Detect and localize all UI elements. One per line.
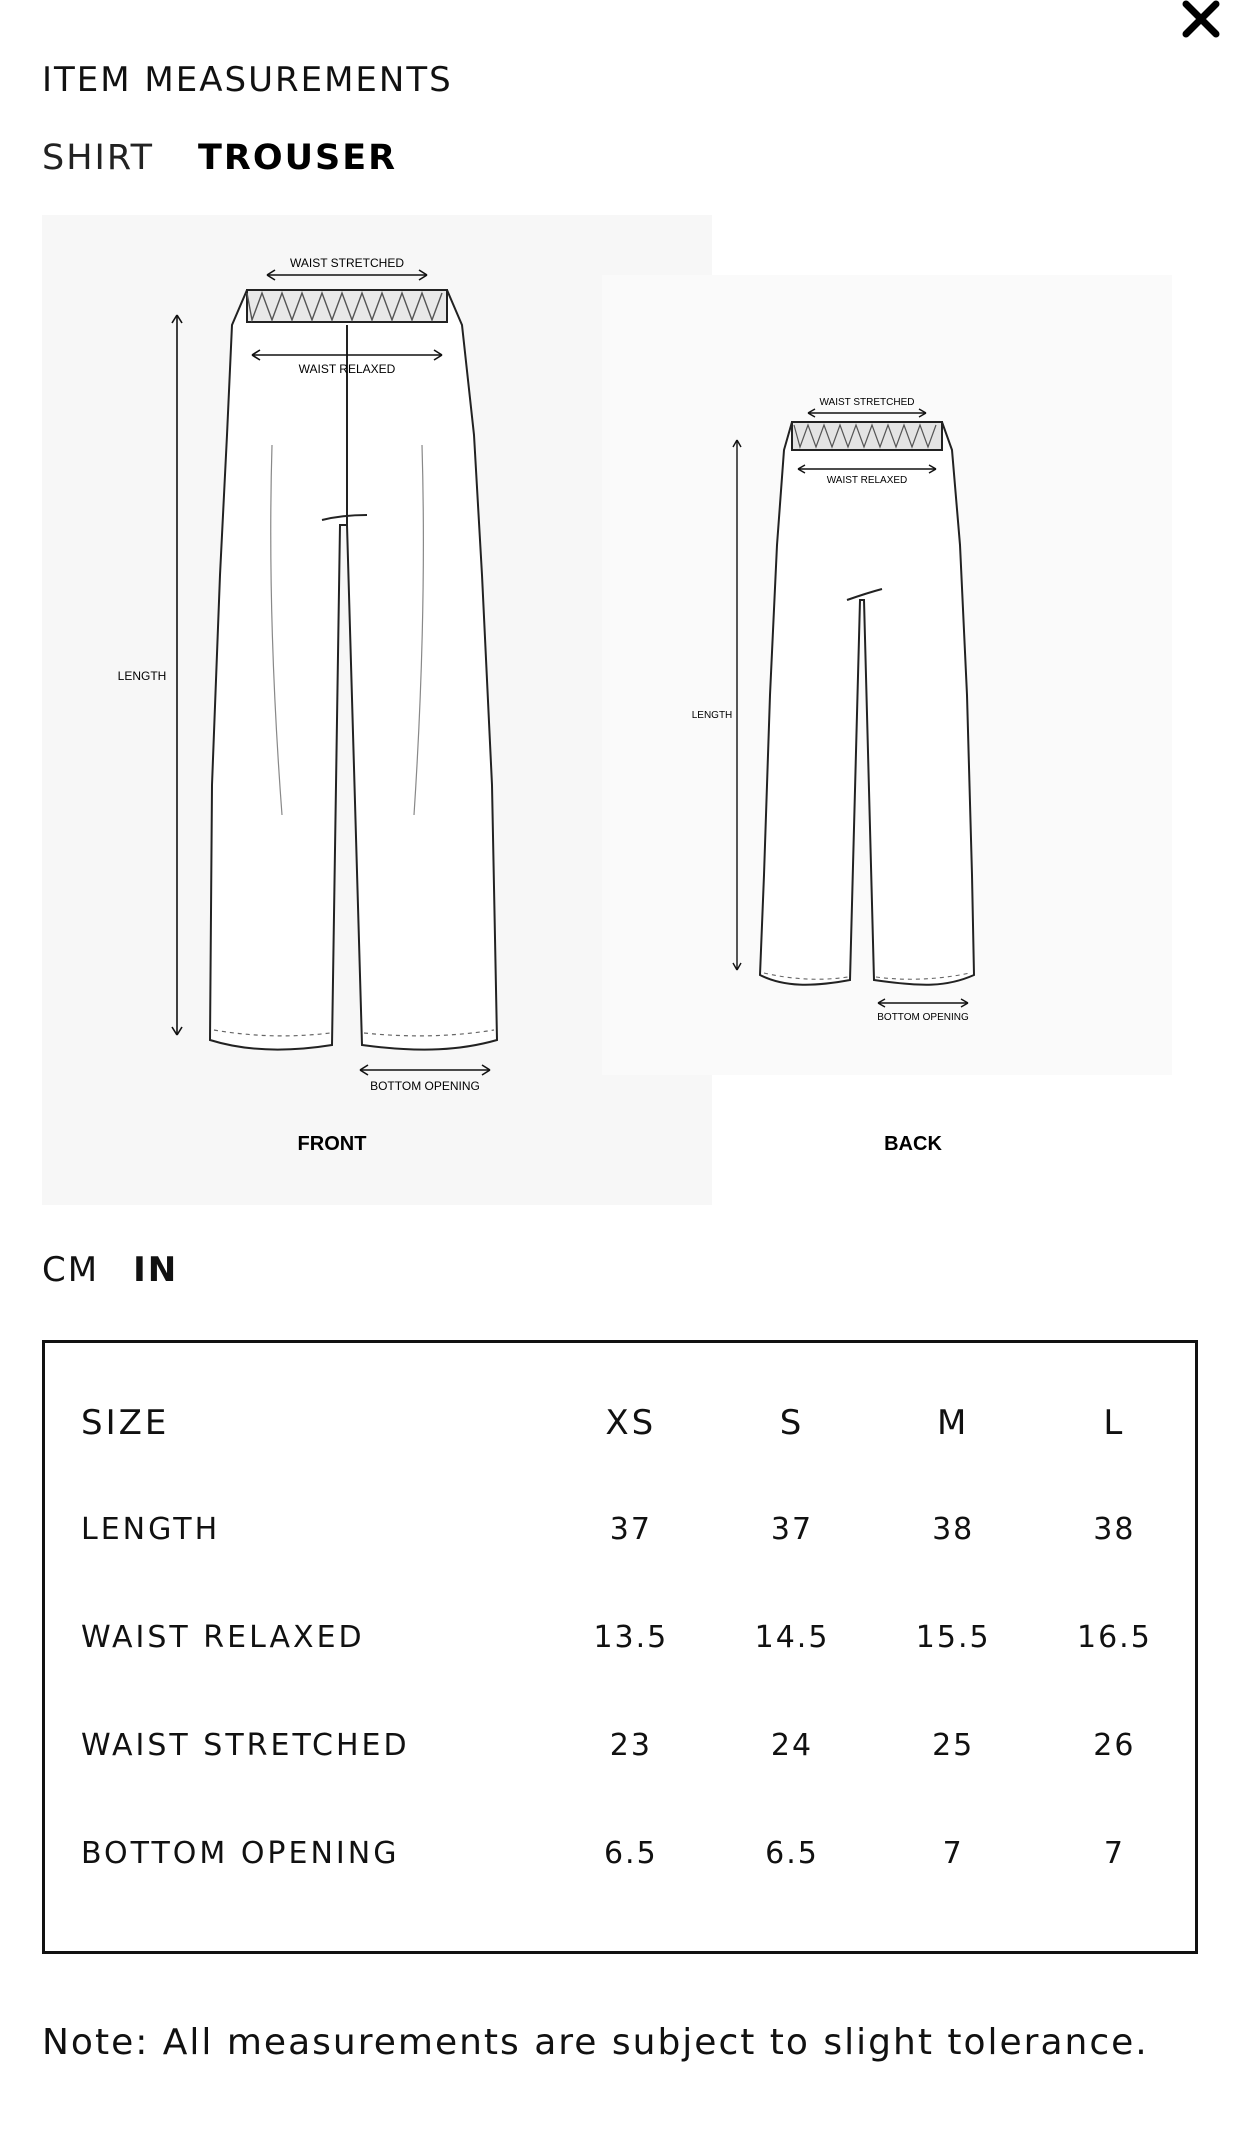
modal-title: ITEM MEASUREMENTS xyxy=(42,60,453,100)
row-label: LENGTH xyxy=(81,1511,221,1547)
table-cell: 24 xyxy=(770,1727,814,1763)
table-row xyxy=(81,1691,1195,1799)
tab-trouser[interactable]: TROUSER xyxy=(198,138,398,178)
front-caption: FRONT xyxy=(297,1133,367,1155)
header-size-s: S xyxy=(779,1403,805,1443)
table-cell: 14.5 xyxy=(754,1619,830,1655)
unit-cm[interactable]: CM xyxy=(42,1250,100,1290)
back-label-waist-stretched: WAIST STRETCHED xyxy=(819,397,915,408)
back-label-bottom-opening: BOTTOM OPENING xyxy=(877,1012,969,1023)
tolerance-note: Note: All measurements are subject to slight tolerance. xyxy=(42,2022,1149,2063)
size-table xyxy=(81,1393,1195,1907)
table-cell: 38 xyxy=(1093,1511,1136,1547)
table-header-row xyxy=(81,1393,1195,1475)
size-chart xyxy=(42,1340,1198,1954)
close-button[interactable] xyxy=(1174,0,1228,48)
table-cell: 6.5 xyxy=(603,1835,658,1871)
table-cell: 38 xyxy=(932,1511,975,1547)
table-cell: 15.5 xyxy=(915,1619,991,1655)
tab-shirt[interactable]: SHIRT xyxy=(42,138,155,178)
unit-in[interactable]: IN xyxy=(133,1250,179,1290)
table-cell: 26 xyxy=(1093,1727,1136,1763)
unit-toggle xyxy=(42,1250,178,1290)
back-label-length: LENGTH xyxy=(691,710,733,721)
header-size-xs: XS xyxy=(605,1403,657,1443)
table-row xyxy=(81,1475,1195,1583)
garment-tabs xyxy=(42,138,397,178)
table-cell: 25 xyxy=(932,1727,975,1763)
trouser-diagram-svg xyxy=(42,215,1192,1205)
front-label-waist-relaxed: WAIST RELAXED xyxy=(298,362,396,376)
table-row xyxy=(81,1799,1195,1907)
header-size-l: L xyxy=(1103,1403,1126,1443)
table-cell: 23 xyxy=(609,1727,652,1763)
table-cell: 6.5 xyxy=(765,1835,819,1871)
front-label-bottom-opening: BOTTOM OPENING xyxy=(370,1079,480,1093)
table-cell: 13.5 xyxy=(593,1619,669,1655)
table-cell: 7 xyxy=(1103,1835,1125,1871)
table-cell: 37 xyxy=(609,1511,652,1547)
header-size-m: M xyxy=(937,1403,970,1443)
front-label-waist-stretched: WAIST STRETCHED xyxy=(289,256,405,270)
header-size: SIZE xyxy=(81,1403,170,1443)
close-icon xyxy=(1174,0,1228,48)
back-caption: BACK xyxy=(884,1133,942,1155)
row-label: BOTTOM OPENING xyxy=(81,1835,400,1871)
back-label-waist-relaxed: WAIST RELAXED xyxy=(826,475,908,486)
row-label: WAIST STRETCHED xyxy=(81,1727,410,1763)
row-label: WAIST RELAXED xyxy=(81,1619,365,1655)
table-cell: 16.5 xyxy=(1076,1619,1152,1655)
table-cell: 7 xyxy=(942,1835,964,1871)
table-cell: 37 xyxy=(770,1511,814,1547)
trouser-diagram xyxy=(42,215,1192,1205)
table-row xyxy=(81,1583,1195,1691)
front-label-length: LENGTH xyxy=(117,669,167,683)
